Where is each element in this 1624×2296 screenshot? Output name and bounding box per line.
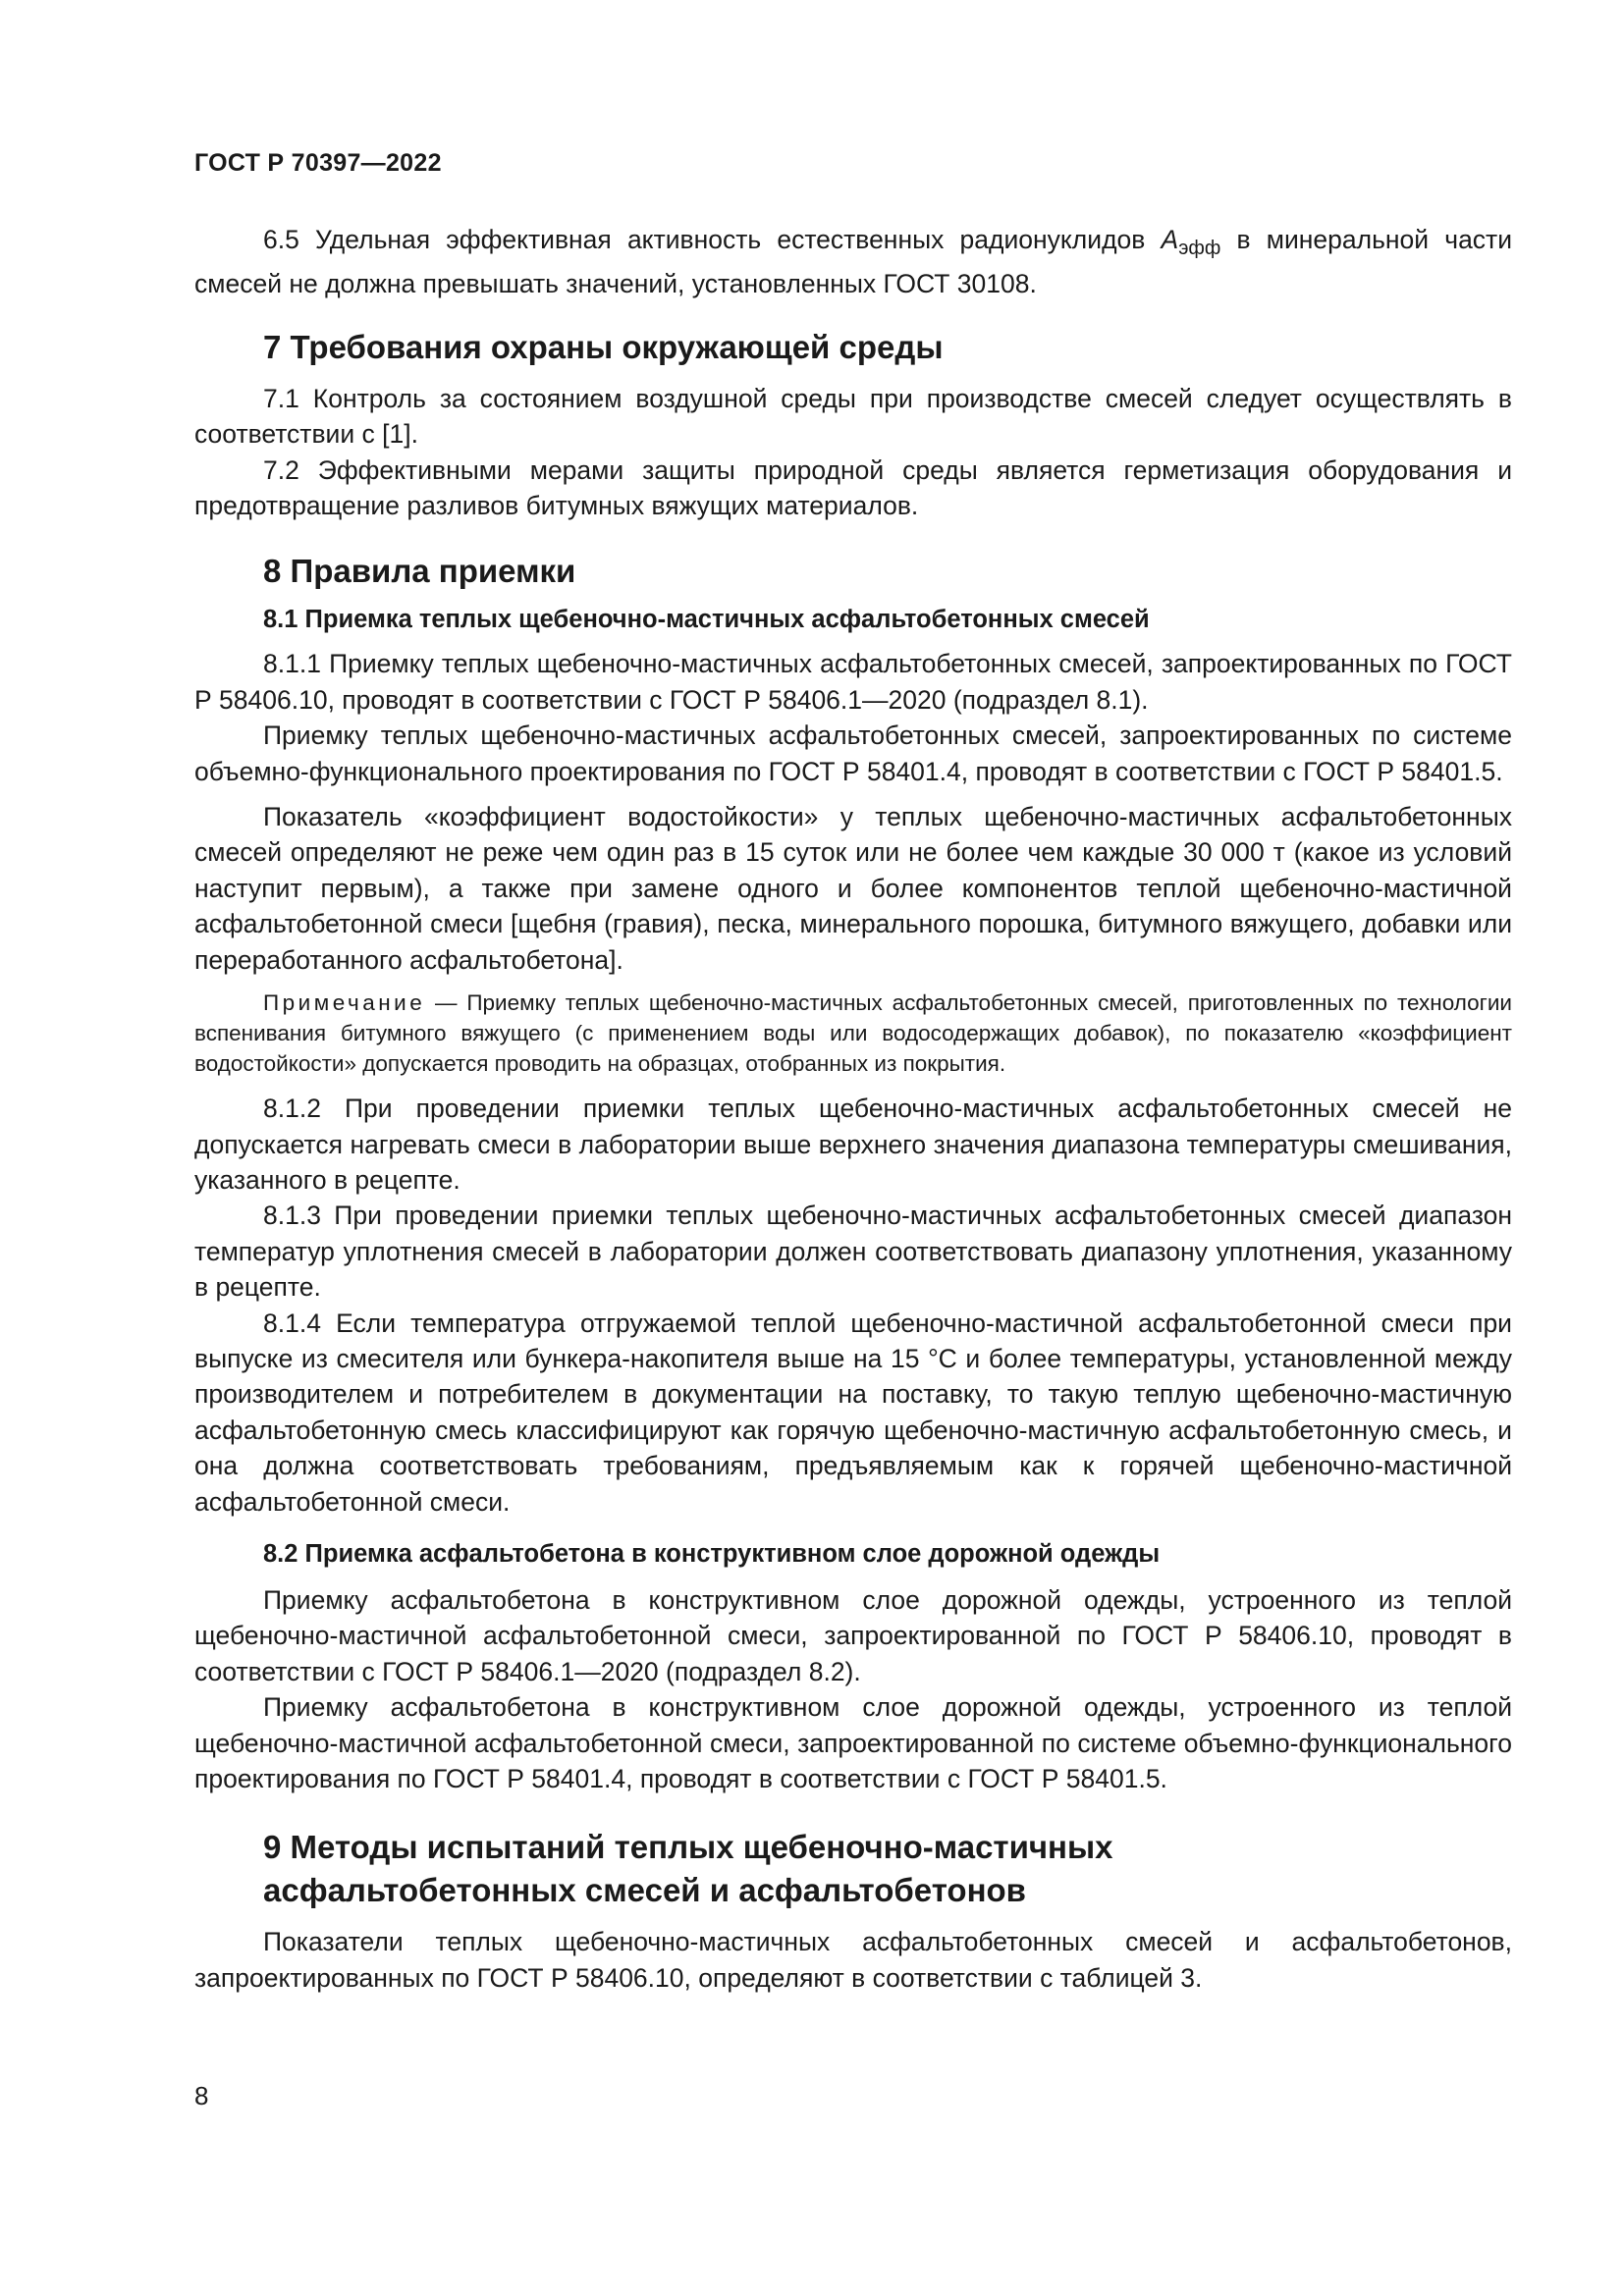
paragraph-8-1-3: 8.1.3 При проведении приемки теплых щебеночно-мастичных асфальтобетонных смесей диапазон температур уплотнения смесей в лаборатории должен соответствовать диапазону уплотнения, указанному в рецепте. <box>194 1201 1512 1303</box>
paragraph-8-1-4: 8.1.4 Если температура отгружаемой теплой щебеночно-мастичной асфальтобетонной смеси при выпуске из смесителя или бункера-накопителя выше на 15 °С и более температуры, установленной между производителем и потребителем в документации на поставку, то такую теплую щебеночно-мастичную асфальтобетонную смесь классифицируют как горячую щебеночно-мастичную асфальтобетонную смесь, и она должна соответствовать требованиям, предъявляемым как к горячей щебеночно-мастичной асфальтобетонной смеси. <box>194 1308 1512 1517</box>
paragraph-8-2-b: Приемку асфальтобетона в конструктивном слое дорожной одежды, устроенного из теплой щебеночно-мастичной асфальтобетонной смеси, запроектированной по системе объемно-функционального проектирования по ГОСТ Р 58401.4, проводят в соответствии с ГОСТ Р 58401.5. <box>194 1692 1512 1793</box>
paragraph-8-1-1: 8.1.1 Приемку теплых щебеночно-мастичных асфальтобетонных смесей, запроектированных по ГОСТ Р 58406.10, проводят в соответствии с ГОСТ Р 58406.1—2020 (подраздел 8.1). <box>194 649 1512 715</box>
paragraph-6-5: 6.5 Удельная эффективная активность естественных радионуклидов $A_{эфф}$ в минеральной части смесей не должна превышать значений, установленных ГОСТ 30108. <box>194 225 1513 299</box>
paragraph-8-2-a: Приемку асфальтобетона в конструктивном слое дорожной одежды, устроенного из теплой щебеночно-мастичной асфальтобетонной смеси, запроектированной по ГОСТ Р 58406.10, проводят в соответствии с ГОСТ Р 58406.1—2020 (подраздел 8.2). <box>194 1584 1512 1686</box>
subsection-8-2-heading: 8.2 Приемка асфальтобетона в конструктивном слое дорожной одежды <box>263 1539 1161 1568</box>
paragraph-7-2: 7.2 Эффективными мерами защиты природной среды является герметизация оборудования и предотвращение разливов битумных вяжущих материалов. <box>194 454 1512 521</box>
paragraph-8-1-1-b: Приемку теплых щебеночно-мастичных асфальтобетонных смесей, запроектированных по системе объемно-функционального проектирования по ГОСТ Р 58401.4, проводят в соответствии с ГОСТ Р 58401.5. <box>194 721 1512 786</box>
subsection-8-1-heading: 8.1 Приемка теплых щебеночно-мастичных асфальтобетонных смесей <box>263 606 1150 634</box>
paragraph-9: Показатели теплых щебеночно-мастичных асфальтобетонных смесей и асфальтобетонов, запроектированных по ГОСТ Р 58406.10, определяют в соответствии с таблицей 3. <box>194 1927 1512 1993</box>
paragraph-8-1-2: 8.1.2 При проведении приемки теплых щебеночно-мастичных асфальтобетонных смесей не допускается нагревать смеси в лаборатории выше верхнего значения диапазона температуры смешивания, указанного в рецепте. <box>194 1094 1512 1195</box>
section-8-heading: 8 Правила приемки <box>263 553 576 590</box>
section-9-heading: 9 Методы испытаний теплых щебеночно-мастичных асфальтобетонных смесей и асфальтобетонов <box>263 1829 1113 1909</box>
note-label: Примечание <box>263 990 426 1016</box>
document-body <box>194 222 1512 1996</box>
document-code-header: ГОСТ Р 70397—2022 <box>194 149 442 177</box>
paragraph-7-1: 7.1 Контроль за состоянием воздушной среды при производстве смесей следует осуществлять в соответствии с [1]. <box>194 383 1512 450</box>
page-number: 8 <box>194 2081 209 2110</box>
section-7-heading: 7 Требования охраны окружающей среды <box>263 328 944 365</box>
paragraph-8-1-1-c: Показатель «коэффициент водостойкости» у теплых щебеночно-мастичных асфальтобетонных смесей определяют не реже чем один раз в 15 суток или не более чем каждые 30 000 т (какое из условий наступит первым), а также при замене одного и более компонентов теплой щебеночно-мастичной асфальтобетонной смеси [щебня (гравия), песка, минерального порошка, битумного вяжущего, добавки или переработанного асфальтобетона]. <box>194 802 1512 975</box>
note-paragraph: Примечание — Приемку теплых щебеночно-мастичных асфальтобетонных смесей, приготовленных по технологии вспенивания битумного вяжущего (с применением воды или водосодержащих добавок), по показателю «коэффициент водостойкости» допускается проводить на образцах, отобранных из покрытия. <box>194 990 1512 1077</box>
